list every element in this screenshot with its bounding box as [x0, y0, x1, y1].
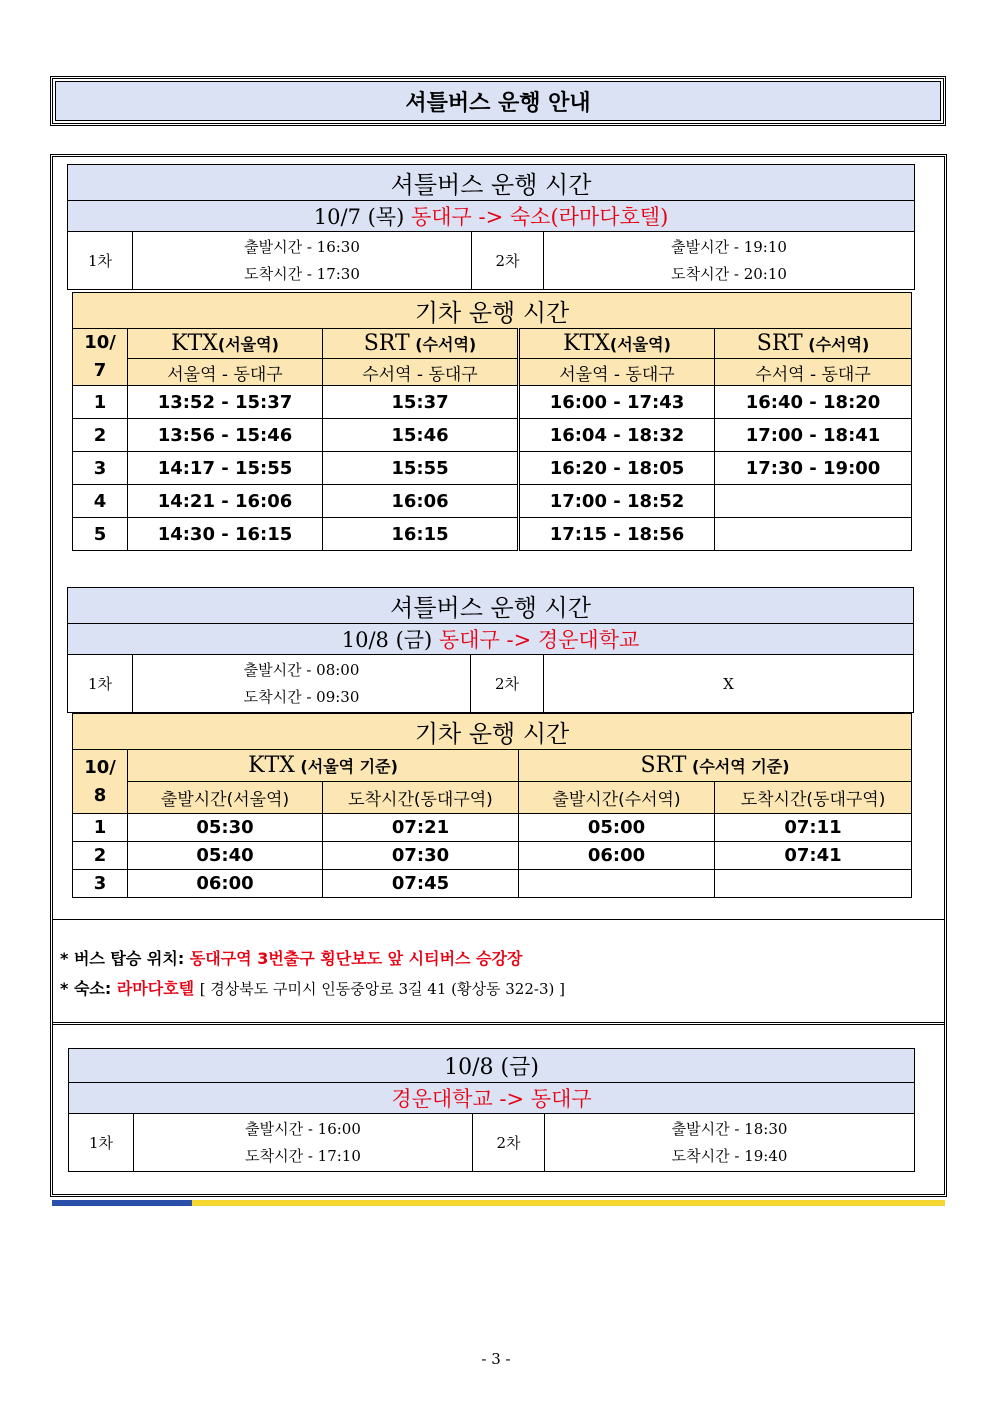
- depart-time: 출발시간 - 08:00: [243, 660, 360, 679]
- footer-bar-yellow: [192, 1200, 945, 1206]
- train-title: 기차 운행 시간: [73, 714, 912, 750]
- col-header: [519, 329, 715, 359]
- col-subheader: 출발시간(수서역): [519, 782, 715, 814]
- cell: 15:46: [323, 419, 519, 452]
- run-label: 2차: [473, 1114, 545, 1172]
- note-hotel-name: 라마다호텔: [116, 979, 195, 998]
- page-number: - 3 -: [481, 1350, 511, 1368]
- run-times: [544, 232, 915, 290]
- cell: 07:11: [715, 814, 912, 842]
- group-header-main: SRT: [640, 753, 687, 778]
- cell: 16:00 - 17:43: [519, 386, 715, 419]
- col-header: [715, 329, 912, 359]
- group-header: [128, 750, 519, 782]
- arrive-time: 도착시간 - 17:30: [244, 264, 360, 283]
- col-subheader: 도착시간(동대구역): [323, 782, 519, 814]
- note-hotel-address: [ 경상북도 구미시 인동중앙로 3길 41 (황상동 322-3) ]: [199, 980, 565, 998]
- table-row: [73, 814, 912, 842]
- shuttle-table-oct8: [67, 587, 914, 713]
- train-title: 기차 운행 시간: [73, 293, 912, 329]
- depart-time: 출발시간 - 19:10: [671, 237, 787, 256]
- shuttle-date: 10/8 (금): [341, 628, 433, 652]
- cell: 3: [73, 870, 128, 898]
- col-header-main: KTX: [171, 331, 218, 357]
- col-header-sub: (수서역): [409, 335, 477, 355]
- cell: 16:06: [323, 485, 519, 518]
- shuttle-route-row: [69, 1083, 915, 1114]
- col-subheader: 수서역 - 동대구: [715, 359, 912, 386]
- page-title-box: [50, 76, 946, 126]
- cell: 16:04 - 18:32: [519, 419, 715, 452]
- cell: 14:21 - 16:06: [128, 485, 323, 518]
- day-label: [73, 329, 128, 386]
- group-header-sub: (수서역 기준): [686, 757, 790, 776]
- note-hotel: [60, 976, 565, 999]
- cell: 4: [73, 485, 128, 518]
- shuttle-route-row: [68, 201, 915, 232]
- col-subheader: 도착시간(동대구역): [715, 782, 912, 814]
- run-times: [134, 1114, 473, 1172]
- cell: 2: [73, 842, 128, 870]
- train-table-oct8: [72, 713, 912, 898]
- depart-time: 출발시간 - 18:30: [671, 1119, 788, 1138]
- cell: 05:30: [128, 814, 323, 842]
- cell: 13:52 - 15:37: [128, 386, 323, 419]
- depart-time: 출발시간 - 16:00: [245, 1119, 361, 1138]
- note-boarding-label: * 버스 탑승 위치:: [60, 949, 185, 968]
- day-label-top: 10/: [84, 332, 116, 353]
- arrive-time: 도착시간 - 19:40: [671, 1146, 788, 1165]
- note-boarding: [60, 946, 522, 969]
- col-header-sub: (수서역): [802, 335, 870, 355]
- cell: 1: [73, 814, 128, 842]
- note-boarding-value: 동대구역 3번출구 횡단보도 앞 시티버스 승강장: [189, 949, 523, 968]
- shuttle-table-oct7: [67, 164, 915, 290]
- cell: 07:30: [323, 842, 519, 870]
- footer-bar-blue: [52, 1200, 192, 1206]
- train-table-oct7: [72, 292, 912, 551]
- table-row: [73, 485, 912, 518]
- col-header-sub: (서울역): [217, 335, 279, 355]
- cell: 14:30 - 16:15: [128, 518, 323, 551]
- cell: [715, 518, 912, 551]
- col-header-main: SRT: [363, 331, 410, 357]
- cell: 3: [73, 452, 128, 485]
- run-label: 1차: [68, 232, 133, 290]
- cell: 13:56 - 15:46: [128, 419, 323, 452]
- cell: 16:15: [323, 518, 519, 551]
- shuttle-header: 셔틀버스 운행 시간: [68, 588, 914, 624]
- table-row: [73, 452, 912, 485]
- cell: [715, 870, 912, 898]
- day-label-bottom: 7: [93, 360, 107, 381]
- cell: 15:55: [323, 452, 519, 485]
- run-none: X: [544, 655, 914, 713]
- run-label: 2차: [471, 655, 544, 713]
- cell: 17:30 - 19:00: [715, 452, 912, 485]
- col-header: [323, 329, 519, 359]
- cell: 07:45: [323, 870, 519, 898]
- arrive-time: 도착시간 - 17:10: [245, 1146, 361, 1165]
- cell: 5: [73, 518, 128, 551]
- group-header: [519, 750, 912, 782]
- cell: 07:41: [715, 842, 912, 870]
- frame-divider: [53, 1022, 944, 1025]
- page-title: 셔틀버스 운행 안내: [55, 81, 941, 121]
- run-times: [545, 1114, 915, 1172]
- shuttle-date: 10/8 (금): [69, 1049, 915, 1083]
- col-subheader: 서울역 - 동대구: [128, 359, 323, 386]
- col-header: [128, 329, 323, 359]
- shuttle-table-return: [68, 1048, 915, 1172]
- shuttle-route: 동대구 -> 숙소(라마다호텔): [410, 205, 669, 229]
- shuttle-route: 경운대학교 -> 동대구: [391, 1087, 592, 1111]
- cell: 14:17 - 15:55: [128, 452, 323, 485]
- cell: 07:21: [323, 814, 519, 842]
- arrive-time: 도착시간 - 09:30: [243, 687, 360, 706]
- cell: 05:00: [519, 814, 715, 842]
- cell: 05:40: [128, 842, 323, 870]
- cell: 17:00 - 18:41: [715, 419, 912, 452]
- shuttle-header: 셔틀버스 운행 시간: [68, 165, 915, 201]
- day-label: [73, 750, 128, 814]
- col-header-main: SRT: [756, 331, 803, 357]
- run-label: 2차: [472, 232, 544, 290]
- cell: 17:15 - 18:56: [519, 518, 715, 551]
- group-header-main: KTX: [248, 753, 295, 778]
- cell: 16:20 - 18:05: [519, 452, 715, 485]
- cell: 06:00: [519, 842, 715, 870]
- cell: 06:00: [128, 870, 323, 898]
- shuttle-route: 동대구 -> 경운대학교: [438, 628, 640, 652]
- note-hotel-label: * 숙소:: [60, 979, 112, 998]
- day-label-bottom: 8: [93, 784, 107, 806]
- cell: 1: [73, 386, 128, 419]
- cell: [715, 485, 912, 518]
- day-label-top: 10/: [84, 756, 116, 778]
- cell: [519, 870, 715, 898]
- group-header-sub: (서울역 기준): [294, 757, 398, 776]
- run-label: 1차: [69, 1114, 134, 1172]
- shuttle-date: 10/7 (목): [313, 205, 405, 229]
- col-subheader: 출발시간(서울역): [128, 782, 323, 814]
- col-header-sub: (서울역): [609, 335, 671, 355]
- note-divider: [53, 919, 944, 920]
- arrive-time: 도착시간 - 20:10: [671, 264, 787, 283]
- cell: 15:37: [323, 386, 519, 419]
- cell: 17:00 - 18:52: [519, 485, 715, 518]
- run-times: [133, 655, 471, 713]
- run-times: [133, 232, 472, 290]
- depart-time: 출발시간 - 16:30: [244, 237, 360, 256]
- col-header-main: KTX: [563, 331, 610, 357]
- table-row: [73, 386, 912, 419]
- col-subheader: 수서역 - 동대구: [323, 359, 519, 386]
- cell: 2: [73, 419, 128, 452]
- cell: 16:40 - 18:20: [715, 386, 912, 419]
- run-label: 1차: [68, 655, 133, 713]
- table-row: [73, 419, 912, 452]
- shuttle-route-row: [68, 624, 914, 655]
- col-subheader: 서울역 - 동대구: [519, 359, 715, 386]
- table-row: [73, 518, 912, 551]
- table-row: [73, 842, 912, 870]
- table-row: [73, 870, 912, 898]
